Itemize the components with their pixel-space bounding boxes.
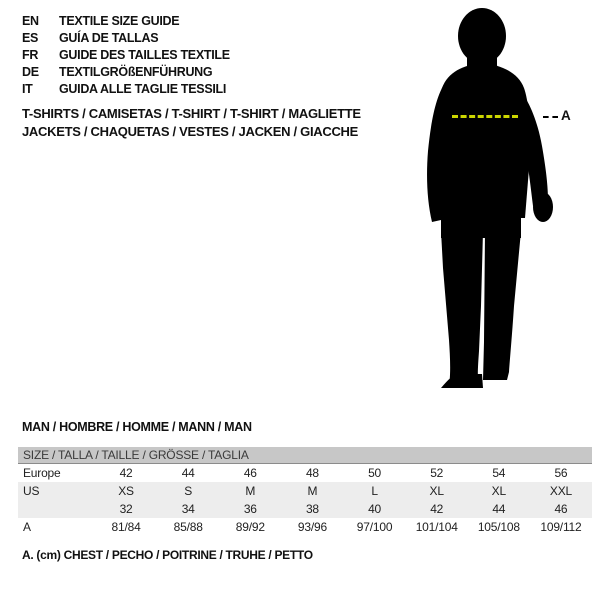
table-cell: 101/104 xyxy=(415,520,458,534)
lang-label: GUÍA DE TALLAS xyxy=(59,31,159,45)
table-row-europe xyxy=(18,464,592,482)
category-jackets: JACKETS / CHAQUETAS / VESTES / JACKEN / GIACCHE xyxy=(22,124,358,139)
table-cell: 38 xyxy=(305,502,319,516)
language-list xyxy=(22,13,230,98)
table-cell: 109/112 xyxy=(540,520,582,534)
chest-measure-label: A xyxy=(561,108,571,123)
table-cell: XXL xyxy=(549,484,572,498)
table-cell: 46 xyxy=(554,502,568,516)
table-cell: 56 xyxy=(554,466,568,480)
lang-code: IT xyxy=(22,82,33,96)
lang-code: EN xyxy=(22,14,39,28)
garment-categories xyxy=(22,105,361,141)
table-cell: 93/96 xyxy=(297,520,327,534)
table-cell: 40 xyxy=(368,502,382,516)
table-cell: 46 xyxy=(243,466,257,480)
table-cell: L xyxy=(371,484,378,498)
lang-code: FR xyxy=(22,48,39,62)
chest-measure-leader-line xyxy=(543,116,558,118)
table-row-chest-cm xyxy=(18,518,592,536)
table-cell: 34 xyxy=(181,502,195,516)
row-label: US xyxy=(23,484,40,498)
category-tshirts: T-SHIRTS / CAMISETAS / T-SHIRT / T-SHIRT / MAGLIETTE xyxy=(22,106,361,121)
table-cell: 105/108 xyxy=(477,520,520,534)
chest-measure-line xyxy=(452,115,518,118)
lang-row-it xyxy=(22,81,230,98)
table-cell: 42 xyxy=(430,502,444,516)
table-cell: 89/92 xyxy=(235,520,265,534)
table-cell: XS xyxy=(118,484,134,498)
table-cell: 44 xyxy=(492,502,506,516)
lang-code: ES xyxy=(22,31,39,45)
lang-row-fr xyxy=(22,47,230,64)
table-cell: M xyxy=(245,484,256,498)
table-cell: 54 xyxy=(492,466,506,480)
lang-label: GUIDE DES TAILLES TEXTILE xyxy=(59,48,230,62)
table-cell: 44 xyxy=(181,466,195,480)
table-row-us xyxy=(18,482,592,500)
man-silhouette xyxy=(405,6,570,398)
lang-label: TEXTILGRÖßENFÜHRUNG xyxy=(59,65,213,79)
size-table-header: SIZE / TALLA / TAILLE / GRÖSSE / TAGLIA xyxy=(18,447,592,464)
table-cell: 85/88 xyxy=(173,520,203,534)
table-cell: S xyxy=(184,484,193,498)
table-cell: M xyxy=(307,484,318,498)
lang-code: DE xyxy=(22,65,39,79)
table-cell: 48 xyxy=(305,466,319,480)
table-cell: 97/100 xyxy=(356,520,393,534)
table-cell: XL xyxy=(491,484,506,498)
table-cell: 81/84 xyxy=(111,520,141,534)
section-title: MAN / HOMBRE / HOMME / MANN / MAN xyxy=(22,420,252,434)
lang-label: TEXTILE SIZE GUIDE xyxy=(59,14,180,28)
man-silhouette-icon xyxy=(405,6,570,398)
lang-row-de xyxy=(22,64,230,81)
table-cell: XL xyxy=(429,484,444,498)
lang-label: GUIDA ALLE TAGLIE TESSILI xyxy=(59,82,227,96)
table-cell: 32 xyxy=(119,502,133,516)
table-cell: 42 xyxy=(119,466,133,480)
row-label: Europe xyxy=(23,466,61,480)
table-cell: 36 xyxy=(243,502,257,516)
table-cell: 50 xyxy=(368,466,382,480)
size-table xyxy=(18,447,592,536)
lang-row-es xyxy=(22,30,230,47)
table-cell: 52 xyxy=(430,466,444,480)
measure-footnote: A. (cm) CHEST / PECHO / POITRINE / TRUHE / PETTO xyxy=(22,548,313,562)
table-row-numeric xyxy=(18,500,592,518)
lang-row-en xyxy=(22,13,230,30)
row-label: A xyxy=(23,520,31,534)
